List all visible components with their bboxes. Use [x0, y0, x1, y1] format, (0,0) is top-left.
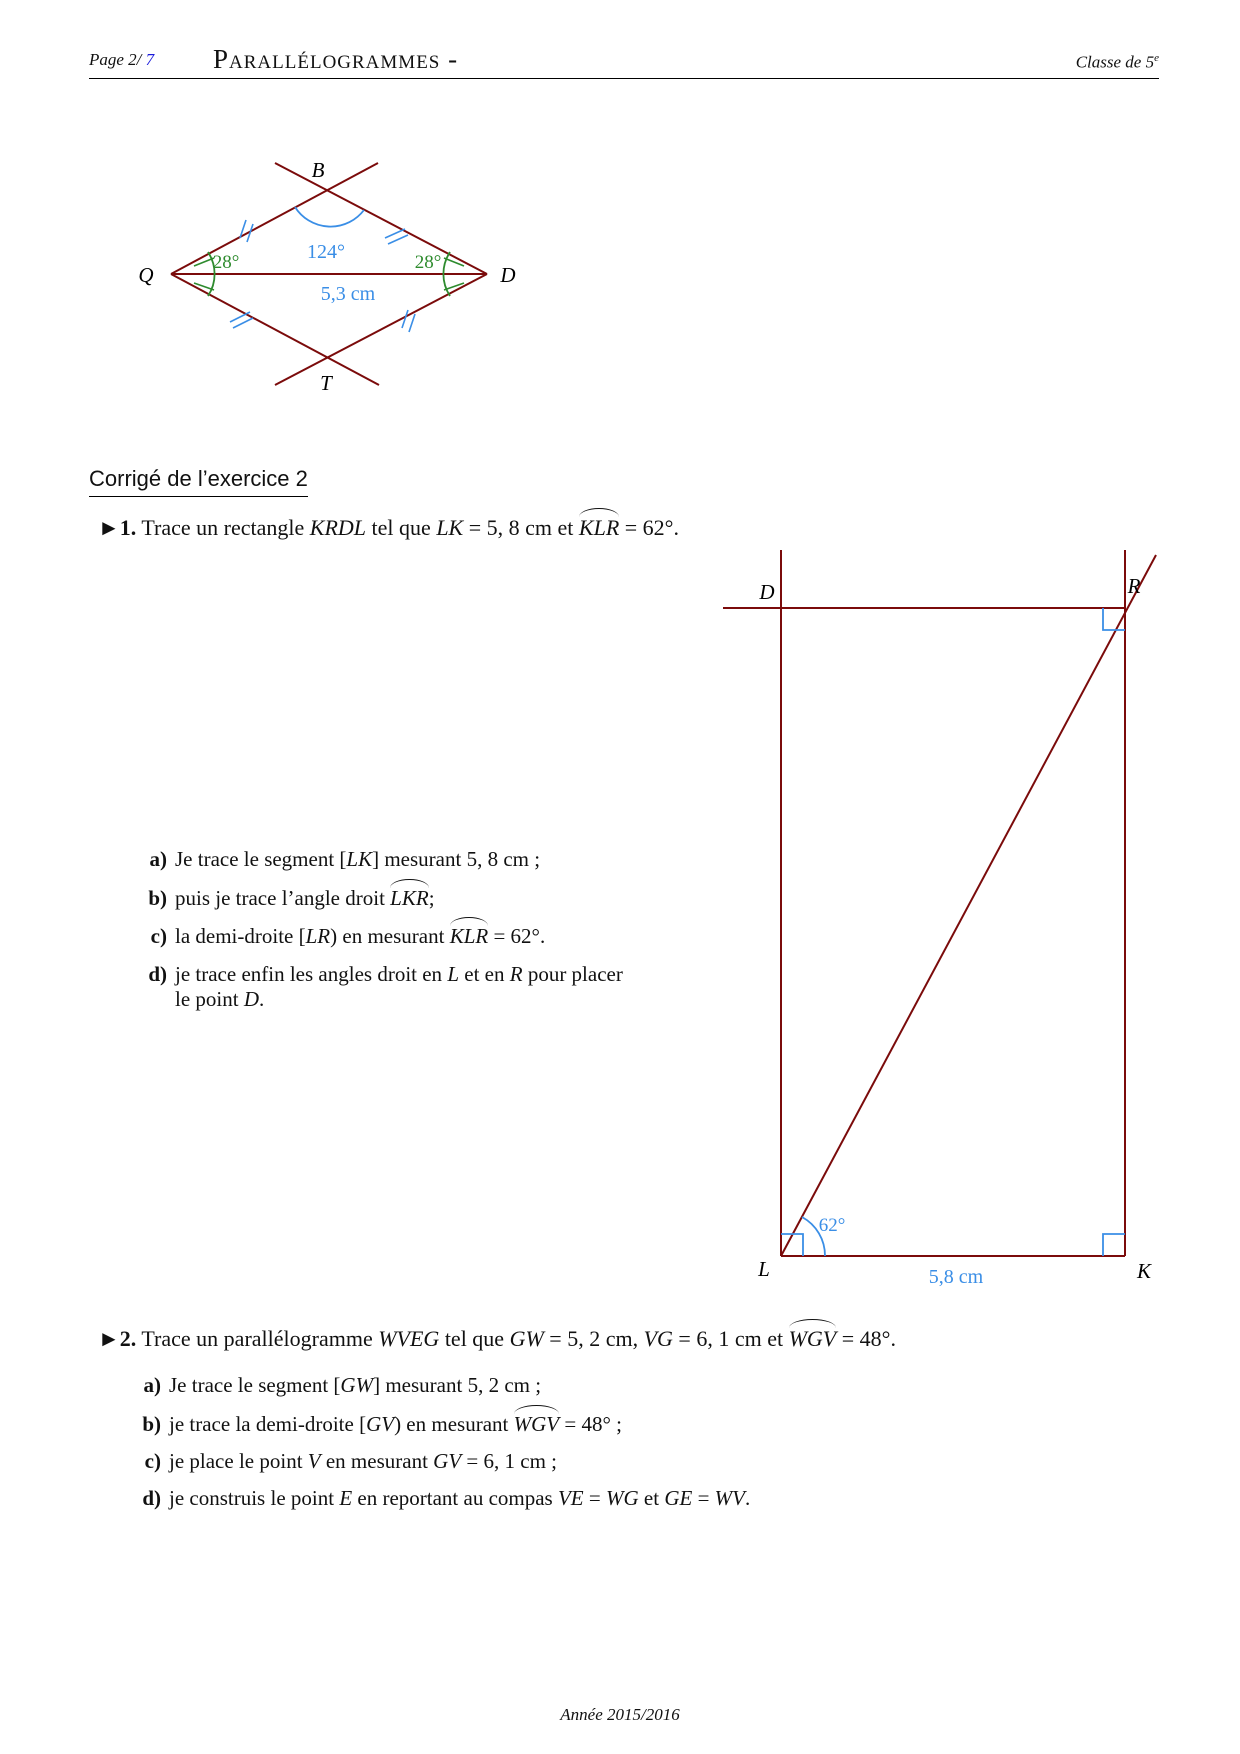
step-label: c) — [150, 924, 167, 948]
step-text: = — [692, 1486, 715, 1510]
step-text: ] mesurant 5, 2 cm ; — [373, 1373, 542, 1397]
right-angle-k — [1103, 1234, 1125, 1256]
equal-length-ticks — [230, 220, 415, 332]
step-math: D — [243, 987, 259, 1011]
q1-angle: KLR — [578, 515, 620, 540]
step-text: . — [259, 987, 265, 1011]
step-math: WG — [605, 1486, 639, 1510]
step-angle: KLR — [449, 924, 489, 948]
q2-text-1: Trace un parallélogramme — [141, 1326, 379, 1351]
point-q-label: Q — [138, 263, 154, 287]
class-text: Classe de 5 — [1075, 52, 1155, 72]
q2-step-d — [126, 1486, 750, 1511]
angle-28-left-label: 28° — [212, 252, 240, 273]
step-label: b) — [142, 1412, 161, 1436]
q2-text-4: = 6, 1 cm et — [672, 1326, 789, 1351]
step-angle: LKR — [390, 886, 429, 910]
q2-step-b — [126, 1412, 622, 1437]
rectangle-figure — [0, 530, 1240, 1300]
title-rest: arallélogrammes - — [229, 44, 459, 74]
q2-name: WVEG — [378, 1326, 440, 1351]
step-text: . — [744, 1486, 751, 1510]
step-text: la demi-droite [ — [175, 924, 306, 948]
q2-text-5: = 48°. — [836, 1326, 896, 1351]
half-line-lr — [781, 555, 1156, 1256]
point-d-label: D — [500, 263, 516, 287]
step-text: ) en mesurant — [330, 924, 450, 948]
step-text: ; — [428, 886, 435, 910]
step-text: et en — [459, 962, 510, 986]
class-sup: e — [1154, 52, 1159, 64]
step-text: le point — [175, 987, 244, 1011]
rhombus-figure — [0, 0, 1240, 420]
length-58-label: 5,8 cm — [928, 1266, 984, 1288]
step-text: je trace la demi-droite [ — [169, 1412, 367, 1436]
step-text: puis je trace l’angle droit — [175, 886, 391, 910]
step-text: = 62°. — [488, 924, 546, 948]
step-label: a) — [149, 847, 167, 871]
step-label: a) — [143, 1373, 161, 1397]
step-math: LR — [305, 924, 331, 948]
q2-text-3: = 5, 2 cm, — [543, 1326, 644, 1351]
point-r-label: R — [1127, 574, 1141, 598]
q1-seg: LK — [436, 515, 464, 540]
title-initial: P — [213, 44, 230, 74]
step-text: je place le point — [169, 1449, 308, 1473]
q1-text-1: Trace un rectangle — [141, 515, 310, 540]
step-text: = — [583, 1486, 606, 1510]
point-b-label: B — [311, 158, 325, 182]
step-math: GW — [340, 1373, 374, 1397]
step-text: et — [638, 1486, 665, 1510]
step-text: = 48° ; — [559, 1412, 622, 1436]
q2-step-c — [126, 1449, 557, 1474]
step-angle: WGV — [513, 1412, 560, 1436]
step-math: WV — [714, 1486, 745, 1510]
point-t-label: T — [320, 371, 332, 395]
step-math: LK — [346, 847, 373, 871]
q1-text-3: = 5, 8 cm et — [463, 515, 579, 540]
step-label: d) — [148, 962, 167, 986]
q1-text-2: tel que — [366, 515, 437, 540]
q2-gw: GW — [509, 1326, 544, 1351]
q1-text-4: = 62°. — [619, 515, 679, 540]
point-l-label: L — [758, 1257, 770, 1281]
step-text: je construis le point — [169, 1486, 340, 1510]
step-label: c) — [144, 1449, 161, 1473]
step-text: ) en mesurant — [394, 1412, 514, 1436]
page-prefix: Page 2/ — [89, 50, 146, 69]
angle-arc-b — [295, 207, 364, 227]
step-math: R — [509, 962, 523, 986]
step-text: ] mesurant 5, 8 cm ; — [372, 847, 541, 871]
step-math: L — [447, 962, 459, 986]
angle-28-right-label: 28° — [414, 252, 442, 273]
q2-angle: WGV — [788, 1326, 837, 1351]
diagonal-length-label: 5,3 cm — [320, 283, 376, 305]
line-dt — [275, 274, 487, 385]
step-text: Je trace le segment [ — [175, 847, 347, 871]
step-text: je trace enfin les angles droit en — [175, 962, 448, 986]
q2-text-2: tel que — [439, 1326, 510, 1351]
q1-rect-name: KRDL — [309, 515, 367, 540]
step-label: b) — [148, 886, 167, 910]
step-text: pour placer — [522, 962, 623, 986]
question-2 — [98, 1326, 896, 1352]
question-2-number: ►2. — [98, 1326, 137, 1351]
point-d2-label: D — [759, 580, 775, 604]
step-math: VE — [557, 1486, 584, 1510]
step-math: GV — [366, 1412, 395, 1436]
angle-62-label: 62° — [818, 1215, 846, 1236]
q2-step-a — [126, 1373, 541, 1398]
page-total-link[interactable]: 7 — [145, 50, 155, 69]
angle-124-label: 124° — [307, 241, 345, 263]
q2-vg: VG — [643, 1326, 673, 1351]
step-math: E — [339, 1486, 353, 1510]
step-text: en reportant au compas — [352, 1486, 558, 1510]
point-k-label: K — [1136, 1259, 1152, 1283]
step-label: d) — [142, 1486, 161, 1510]
step-text: Je trace le segment [ — [169, 1373, 341, 1397]
step-text: en mesurant — [320, 1449, 434, 1473]
step-text: = 6, 1 cm ; — [461, 1449, 557, 1473]
line-qb — [171, 163, 378, 274]
section-title: Corrigé de l’exercice 2 — [89, 466, 308, 497]
step-math: GE — [664, 1486, 693, 1510]
question-1-number: ►1. — [98, 515, 137, 540]
step-math: V — [307, 1449, 321, 1473]
footer-year: Année 2015/2016 — [560, 1705, 680, 1724]
step-math: GV — [433, 1449, 462, 1473]
